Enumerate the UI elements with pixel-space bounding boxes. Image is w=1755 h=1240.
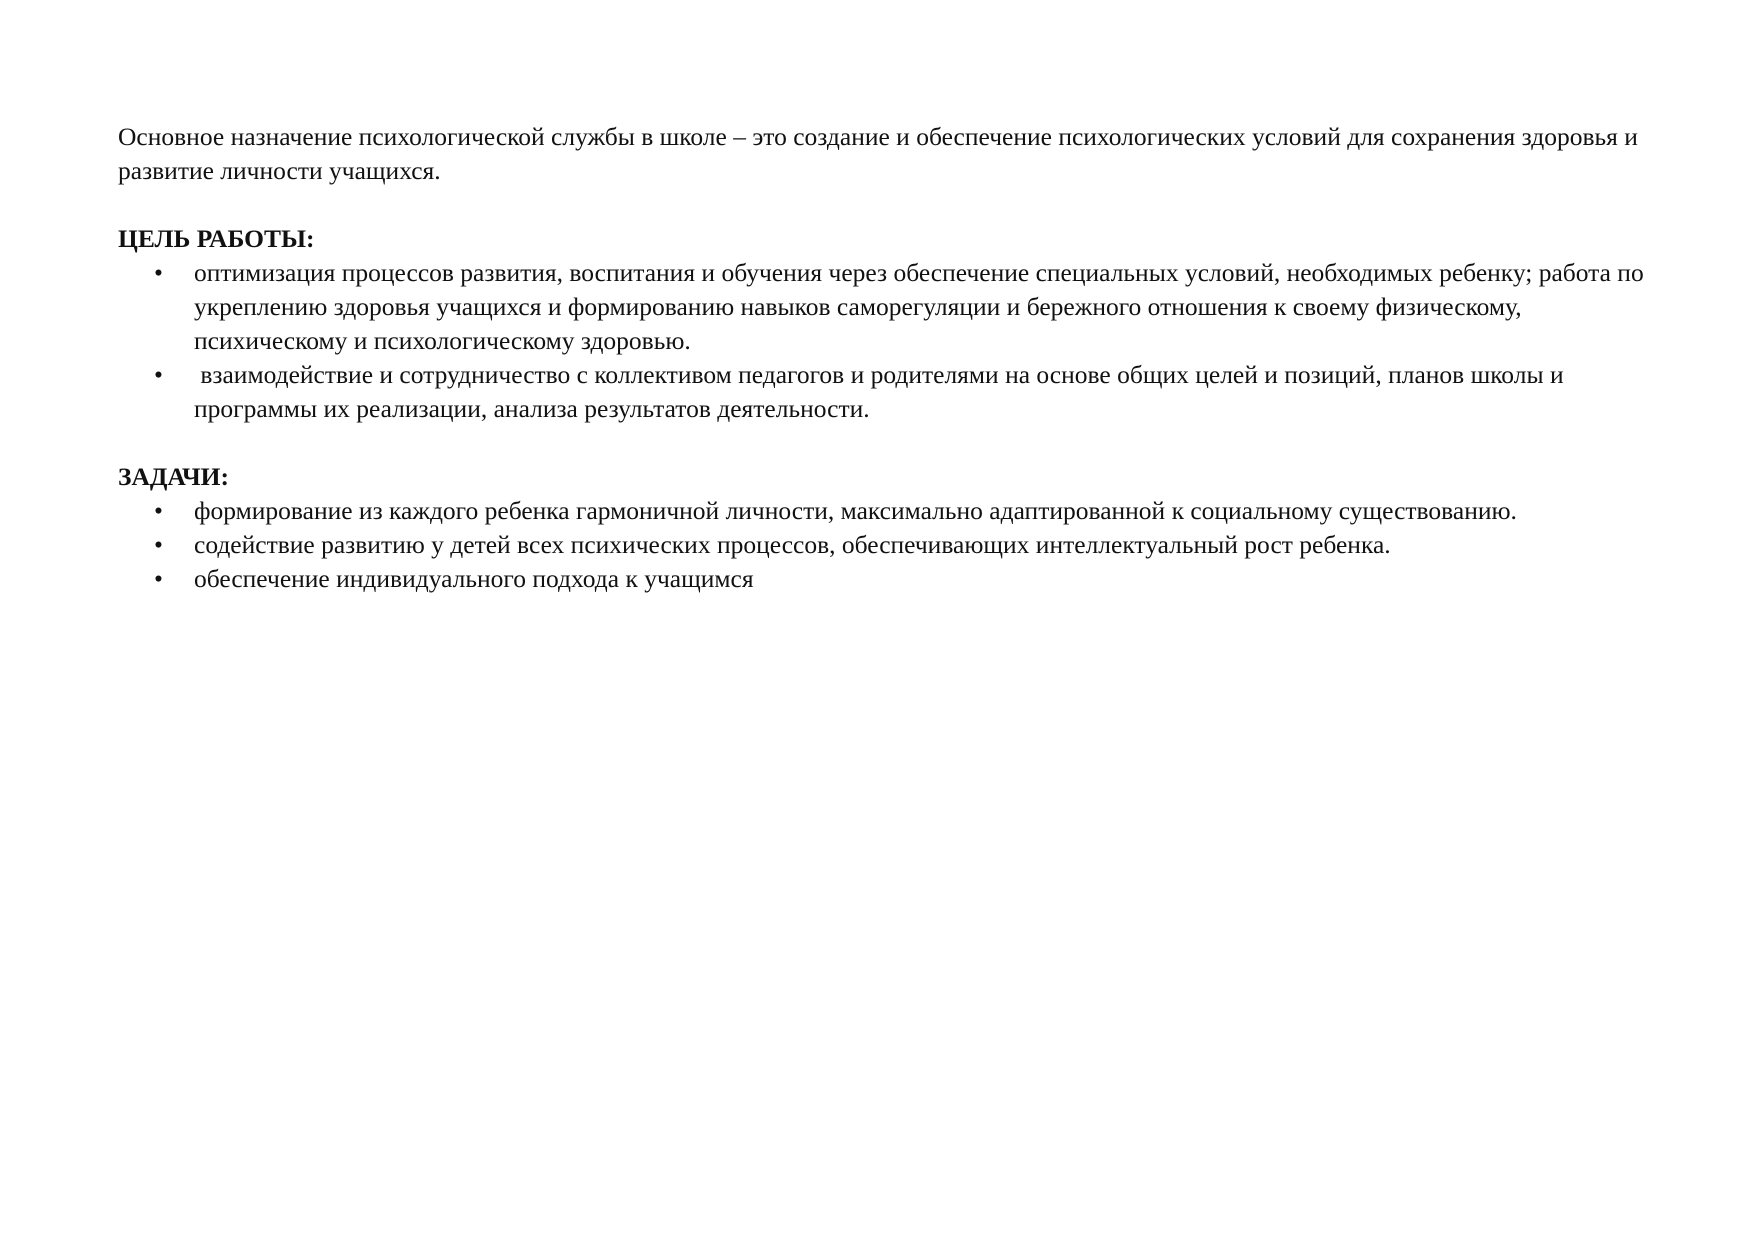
bullet-icon: • bbox=[154, 496, 163, 525]
list-item bbox=[154, 494, 1648, 528]
list-item bbox=[154, 256, 1648, 358]
task-item-text: обеспечение индивидуального подхода к учащимся bbox=[194, 564, 754, 593]
list-item bbox=[154, 528, 1648, 562]
task-item-text: формирование из каждого ребенка гармоничной личности, максимально адаптированной к социальному существованию. bbox=[194, 496, 1517, 525]
tasks-list bbox=[118, 494, 1648, 596]
bullet-icon: • bbox=[154, 530, 163, 559]
bullet-icon: • bbox=[154, 564, 163, 593]
goal-list bbox=[118, 256, 1648, 426]
list-item bbox=[154, 562, 1648, 596]
intro-paragraph: Основное назначение психологической службы в школе – это создание и обеспечение психологических условий для сохранения здоровья и развитие личности учащихся. bbox=[118, 122, 1638, 185]
goal-item-text: взаимодействие и сотрудничество с коллективом педагогов и родителями на основе общих целей и позиций, планов школы и программы их реализации, анализа результатов деятельности. bbox=[194, 360, 1570, 423]
goal-item-text: оптимизация процессов развития, воспитания и обучения через обеспечение специальных условий, необходимых ребенку; работа по укреплению здоровья учащихся и формированию навыков саморегуляции и бережного отношения к своему физическому, психическому и психологическому здоровью. bbox=[194, 258, 1644, 355]
bullet-icon: • bbox=[154, 258, 163, 287]
bullet-icon: • bbox=[154, 360, 163, 389]
document-page bbox=[118, 120, 1648, 596]
task-item-text: содействие развитию у детей всех психических процессов, обеспечивающих интеллектуальный рост ребенка. bbox=[194, 530, 1391, 559]
list-item bbox=[154, 358, 1648, 426]
goal-heading: ЦЕЛЬ РАБОТЫ: bbox=[118, 224, 315, 253]
tasks-heading: ЗАДАЧИ: bbox=[118, 462, 230, 491]
